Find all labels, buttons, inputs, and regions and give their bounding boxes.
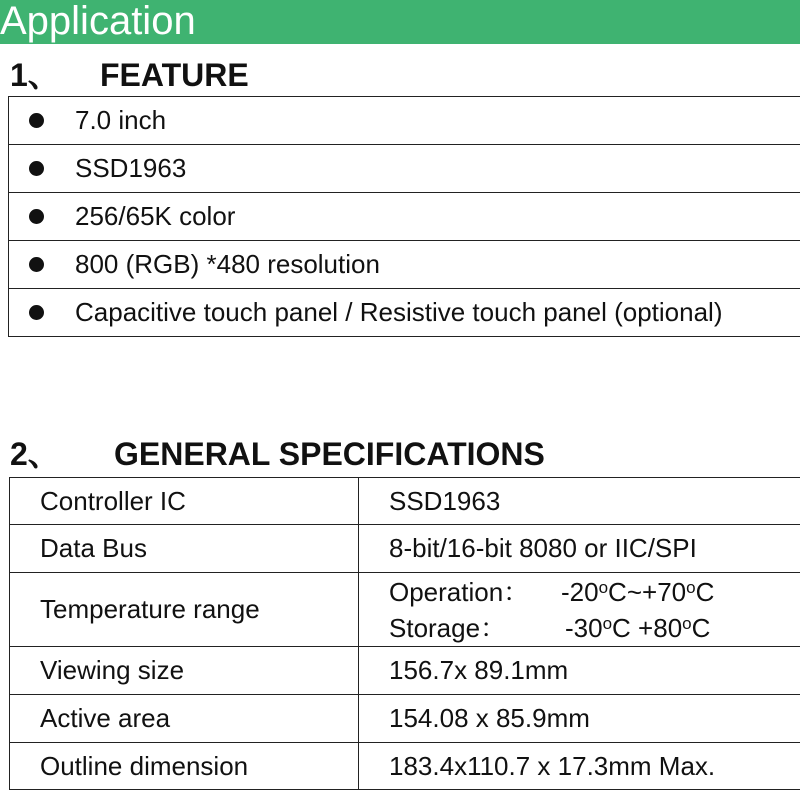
storage-key: Storage：: [389, 612, 507, 643]
feature-text: SSD1963: [75, 153, 187, 183]
storage-end: C: [691, 612, 711, 643]
feature-heading: [10, 56, 410, 94]
banner-title: Application: [0, 0, 196, 43]
feature-row: [9, 289, 800, 337]
spec-label: Controller IC: [10, 478, 359, 525]
feature-text: Capacitive touch panel / Resistive touch panel (optional): [75, 297, 723, 327]
operation-temperature: [389, 574, 800, 610]
degree-symbol: o: [602, 613, 613, 633]
spec-label: Active area: [10, 695, 359, 743]
operation-mid: C~+70: [608, 576, 687, 607]
operation-low: -20: [561, 576, 599, 607]
feature-row: [9, 193, 800, 241]
table-row: [10, 647, 800, 695]
table-row: [10, 478, 800, 525]
feature-section-number: 1、: [10, 57, 60, 93]
spec-value: 156.7x 89.1mm: [359, 647, 800, 695]
bullet-icon: [29, 113, 44, 128]
spec-value: 8-bit/16-bit 8080 or IIC/SPI: [359, 525, 800, 573]
spec-value: SSD1963: [359, 478, 800, 525]
feature-row: [9, 241, 800, 289]
temperature-value: [359, 573, 800, 647]
feature-text: 256/65K color: [75, 201, 236, 231]
operation-end: C: [695, 576, 715, 607]
table-row: [10, 573, 800, 647]
operation-key: Operation：: [389, 576, 530, 607]
feature-row: [9, 145, 800, 193]
bullet-icon: [29, 257, 44, 272]
table-row: [10, 525, 800, 573]
table-row: [10, 743, 800, 790]
bullet-icon: [29, 305, 44, 320]
storage-temperature: [389, 610, 800, 646]
general-specs-heading: [10, 435, 710, 473]
spec-value: 154.08 x 85.9mm: [359, 695, 800, 743]
storage-mid: C +80: [612, 612, 683, 643]
specs-table: [9, 477, 800, 790]
spec-label: Data Bus: [10, 525, 359, 573]
spec-label: Outline dimension: [10, 743, 359, 790]
degree-symbol: o: [686, 577, 696, 597]
bullet-icon: [29, 209, 44, 224]
feature-row: [9, 97, 800, 145]
table-row: [10, 695, 800, 743]
feature-text: 7.0 inch: [75, 105, 167, 135]
feature-section-title: FEATURE: [100, 57, 249, 93]
storage-low: -30: [565, 612, 603, 643]
bullet-icon: [29, 161, 44, 176]
general-section-number: 2、: [10, 436, 60, 472]
feature-table: [8, 96, 800, 337]
spec-label: Temperature range: [10, 573, 359, 647]
general-section-title: GENERAL SPECIFICATIONS: [114, 436, 545, 472]
degree-symbol: o: [682, 613, 692, 633]
application-banner: [0, 0, 800, 44]
feature-text: 800 (RGB) *480 resolution: [75, 249, 380, 279]
spec-label: Viewing size: [10, 647, 359, 695]
spec-value: 183.4x110.7 x 17.3mm Max.: [359, 743, 800, 790]
degree-symbol: o: [598, 577, 609, 597]
